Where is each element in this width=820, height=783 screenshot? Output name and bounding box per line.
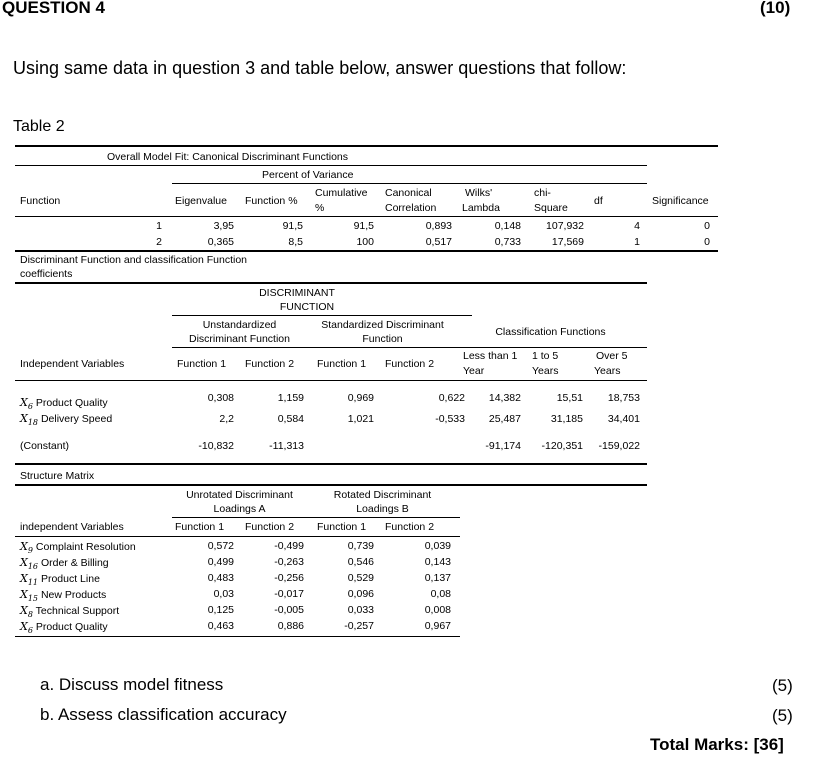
- cell-u1: 0,03: [213, 588, 234, 600]
- table-rule: [172, 347, 647, 348]
- cell-u2: -0,263: [274, 556, 304, 568]
- table-rule: [15, 536, 460, 537]
- cell-s2: -0,533: [435, 413, 465, 425]
- col-over5: Years: [594, 365, 621, 377]
- cell-wilks: 0,148: [494, 220, 521, 232]
- cell-eigenvalue: 0,365: [207, 236, 234, 248]
- var-subscript: 16: [27, 562, 39, 572]
- question-b-marks: (5): [772, 706, 793, 725]
- cell-s2: 0,622: [438, 392, 465, 404]
- var-subscript: 11: [27, 578, 39, 588]
- table-rule: [15, 380, 647, 381]
- variable-label: [20, 620, 108, 637]
- cell-u1: 0,125: [207, 604, 234, 616]
- var-subscript: 9: [27, 546, 33, 556]
- var-symbol: X: [20, 540, 28, 553]
- cell-c3: -159,022: [598, 440, 640, 452]
- disc-header: DISCRIMINANT: [259, 287, 335, 299]
- std-header: Standardized Discriminant: [321, 319, 444, 331]
- cell-chi: 107,932: [546, 220, 584, 232]
- cell-u1: 0,499: [207, 556, 234, 568]
- structure-title: Structure Matrix: [20, 470, 95, 482]
- cell-u2: 1,159: [277, 392, 304, 404]
- col-wilks: Wilks': [465, 187, 493, 199]
- cell-eigenvalue: 3,95: [213, 220, 234, 232]
- var-symbol: X: [20, 396, 28, 409]
- var-name: Complaint Resolution: [35, 541, 136, 553]
- col-cumulative: %: [315, 202, 325, 214]
- cell-r1: 0,529: [347, 572, 374, 584]
- col-less1: Year: [463, 365, 485, 377]
- table-rule: [172, 517, 460, 518]
- table-rule: [172, 183, 647, 184]
- col-canonical: Canonical: [385, 187, 432, 199]
- question-title: QUESTION 4: [2, 0, 105, 17]
- col-less1: Less than 1: [463, 350, 518, 362]
- cell-r2: 0,008: [424, 604, 451, 616]
- var-name: Product Line: [40, 573, 100, 585]
- col-f1: Function 1: [177, 358, 227, 370]
- cell-chi: 17,569: [551, 236, 584, 248]
- col-chi: chi-: [534, 187, 551, 199]
- table-rule: [15, 165, 647, 166]
- table-label: Table 2: [13, 118, 65, 135]
- cell-sig: 0: [704, 220, 710, 232]
- rot-header: Loadings B: [356, 503, 409, 515]
- cell-u1: 0,463: [207, 620, 234, 632]
- var-subscript: 8: [27, 610, 33, 620]
- cell-cumulative: 100: [356, 236, 374, 248]
- std-header: Function: [362, 333, 403, 345]
- intro-text: Using same data in question 3 and table below, answer questions that follow:: [13, 58, 627, 78]
- variable-label: [20, 396, 108, 413]
- cell-c3: 18,753: [607, 392, 640, 404]
- variable-label: [20, 540, 136, 557]
- cell-r1: 0,546: [347, 556, 374, 568]
- iv-header: Independent Variables: [20, 358, 125, 370]
- cell-c1: 14,382: [488, 392, 521, 404]
- var-name: Product Quality: [35, 397, 108, 409]
- var-name: Order & Billing: [40, 557, 109, 569]
- table-rule: [15, 282, 647, 284]
- variable-label: [20, 588, 106, 605]
- cell-r2: 0,08: [430, 588, 451, 600]
- coef-title: coefficients: [20, 268, 73, 280]
- col-f1: Function 1: [317, 358, 367, 370]
- cell-u1: 0,483: [207, 572, 234, 584]
- col-function-pct: Function %: [245, 195, 298, 207]
- table-rule: [15, 484, 647, 486]
- cell-u2: 0,584: [277, 413, 304, 425]
- cell-r2: 0,137: [424, 572, 451, 584]
- col-wilks: Lambda: [462, 202, 500, 214]
- col-significance: Significance: [652, 195, 709, 207]
- cell-r2: 0,143: [424, 556, 451, 568]
- unrot-header: Loadings A: [213, 503, 266, 515]
- col-f2: Function 2: [385, 358, 435, 370]
- col-f1: Function 1: [175, 521, 225, 533]
- cell-u2: -0,017: [274, 588, 304, 600]
- percent-header: Percent of Variance: [262, 169, 354, 181]
- unstd-header: Discriminant Function: [189, 333, 290, 345]
- var-name: Product Quality: [35, 621, 108, 633]
- question-b: b. Assess classification accuracy: [40, 705, 287, 724]
- table-rule: [172, 315, 472, 316]
- variable-label: [20, 604, 119, 621]
- col-function: Function: [20, 195, 61, 207]
- var-symbol: X: [20, 412, 28, 425]
- cell-r2: 0,039: [424, 540, 451, 552]
- var-symbol: X: [20, 556, 28, 569]
- var-subscript: 6: [27, 626, 33, 636]
- cell-function-pct: 8,5: [288, 236, 303, 248]
- cell-u2: -11,313: [269, 440, 304, 452]
- cell-u2: 0,886: [277, 620, 304, 632]
- cell-sig: 0: [704, 236, 710, 248]
- question-marks: (10): [760, 0, 791, 17]
- cell-df: 4: [634, 220, 640, 232]
- question-a: a. Discuss model fitness: [40, 675, 224, 694]
- cell-u1: -10,832: [198, 440, 234, 452]
- cell-r1: 0,033: [347, 604, 374, 616]
- col-chi: Square: [534, 202, 568, 214]
- cell-s1: 1,021: [347, 413, 374, 425]
- col-f1: Function 1: [317, 521, 367, 533]
- var-subscript: 6: [27, 402, 33, 412]
- col-f2: Function 2: [245, 358, 295, 370]
- cell-r1: 0,096: [347, 588, 374, 600]
- variable-label: [20, 412, 112, 429]
- rot-header: Rotated Discriminant: [333, 489, 432, 501]
- cell-function: 2: [156, 236, 162, 248]
- cell-u1: 2,2: [219, 413, 234, 425]
- var-subscript: 18: [27, 418, 39, 428]
- col-eigenvalue: Eigenvalue: [175, 195, 227, 207]
- cell-c3: 34,401: [607, 413, 640, 425]
- col-canonical: Correlation: [385, 202, 437, 214]
- disc-header: FUNCTION: [279, 301, 335, 313]
- var-symbol: X: [20, 604, 28, 617]
- table-rule: [15, 145, 718, 147]
- var-name: Technical Support: [35, 605, 120, 617]
- table-rule: [15, 250, 718, 252]
- question-a-marks: (5): [772, 676, 793, 695]
- var-symbol: X: [20, 620, 28, 633]
- cell-c2: 31,185: [550, 413, 583, 425]
- cell-df: 1: [634, 236, 640, 248]
- variable-label: [20, 572, 100, 589]
- table-rule: [15, 216, 718, 217]
- var-symbol: X: [20, 572, 28, 585]
- iv-header: independent Variables: [20, 521, 124, 533]
- table-rule: [15, 463, 647, 465]
- total-marks: Total Marks: [36]: [650, 735, 784, 754]
- cell-u2: -0,256: [274, 572, 304, 584]
- cell-canonical: 0,517: [425, 236, 452, 248]
- cell-c2: 15,51: [556, 392, 583, 404]
- cell-c1: -91,174: [485, 440, 521, 452]
- fit-title: Overall Model Fit: Canonical Discriminant Functions: [107, 151, 349, 163]
- constant-label: (Constant): [20, 440, 70, 452]
- unrot-header: Unrotated Discriminant: [186, 489, 293, 501]
- cell-c1: 25,487: [488, 413, 521, 425]
- coef-title: Discriminant Function and classification Function: [20, 254, 248, 266]
- cell-c2: -120,351: [541, 440, 583, 452]
- col-df: df: [594, 195, 603, 207]
- var-subscript: 15: [27, 594, 39, 604]
- cell-function: 1: [156, 220, 162, 232]
- col-f2: Function 2: [385, 521, 435, 533]
- table-rule: [15, 636, 460, 637]
- cell-wilks: 0,733: [494, 236, 521, 248]
- cell-cumulative: 91,5: [353, 220, 374, 232]
- cell-r2: 0,967: [424, 620, 451, 632]
- cell-canonical: 0,893: [425, 220, 452, 232]
- cell-function-pct: 91,5: [282, 220, 303, 232]
- class-header: Classification Functions: [495, 326, 606, 338]
- cell-r1: -0,257: [344, 620, 374, 632]
- col-f2: Function 2: [245, 521, 295, 533]
- cell-r1: 0,739: [347, 540, 374, 552]
- cell-s1: 0,969: [347, 392, 374, 404]
- var-name: Delivery Speed: [40, 413, 113, 425]
- col-cumulative: Cumulative: [315, 187, 368, 199]
- var-symbol: X: [20, 588, 28, 601]
- cell-u2: -0,499: [274, 540, 304, 552]
- cell-u2: -0,005: [274, 604, 304, 616]
- cell-u1: 0,572: [207, 540, 234, 552]
- col-over5: Over 5: [596, 350, 628, 362]
- unstd-header: Unstandardized: [202, 319, 277, 331]
- cell-u1: 0,308: [207, 392, 234, 404]
- col-1to5: Years: [532, 365, 559, 377]
- var-name: New Products: [40, 589, 107, 601]
- variable-label: [20, 556, 109, 573]
- col-1to5: 1 to 5: [532, 350, 559, 362]
